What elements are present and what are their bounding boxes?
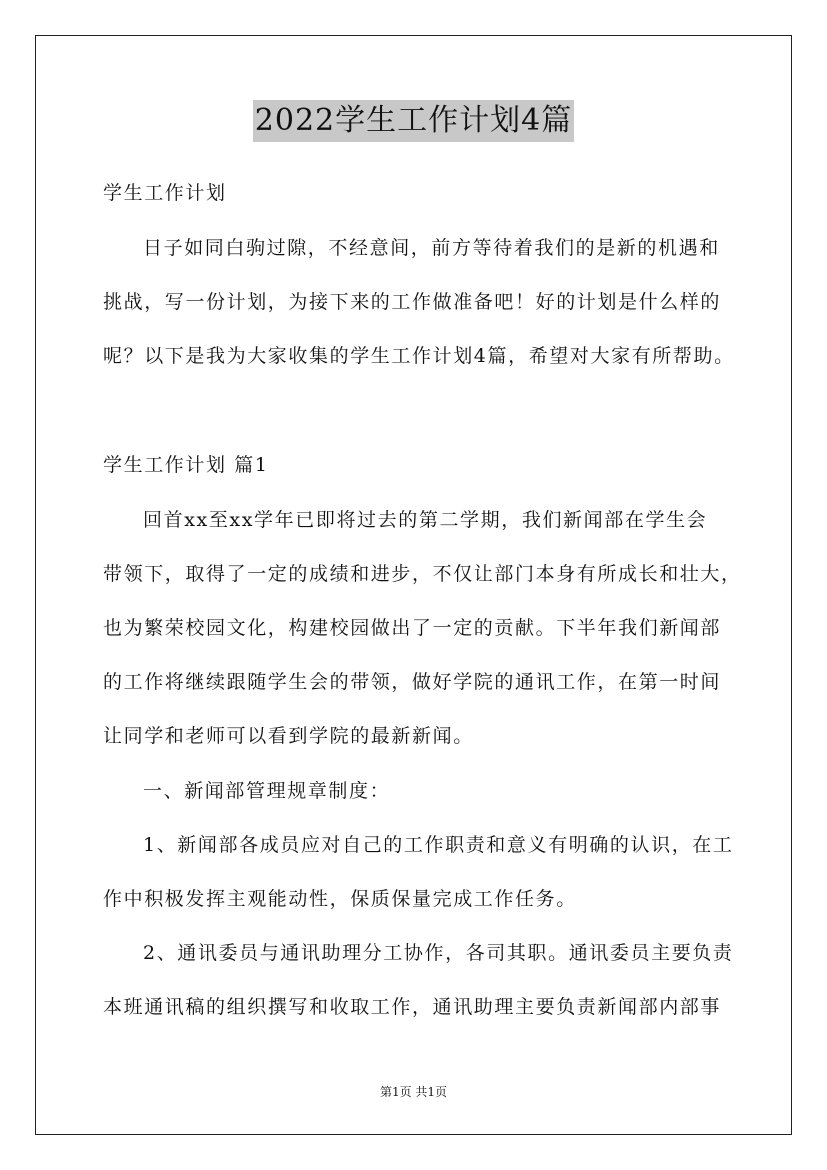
paragraph-line: 2、通讯委员与通讯助理分工协作，各司其职。通讯委员主要负责	[143, 942, 734, 964]
paragraph-line: 呢？以下是我为大家收集的学生工作计划4篇，希望对大家有所帮助。	[103, 345, 735, 367]
paragraph-line: 日子如同白驹过隙，不经意间，前方等待着我们的是新的机遇和	[143, 237, 720, 259]
document-title: 2022学生工作计划4篇	[253, 100, 574, 142]
page-footer: 第1页 共1页	[379, 1085, 448, 1099]
paragraph-line: 也为繁荣校园文化，构建校园做出了一定的贡献。下半年我们新闻部	[103, 617, 722, 639]
subsection-heading: 一、新闻部管理规章制度：	[143, 780, 391, 802]
paragraph-line: 带领下，取得了一定的成绩和进步，不仅让部门本身有所成长和壮大，	[103, 563, 742, 585]
paragraph-line: 挑战，写一份计划，为接下来的工作做准备吧！好的计划是什么样的	[103, 291, 722, 313]
paragraph-line: 回首xx至xx学年已即将过去的第二学期，我们新闻部在学生会	[143, 509, 708, 531]
section-heading: 学生工作计划 篇1	[103, 454, 269, 476]
paragraph-line: 1、新闻部各成员应对自己的工作职责和意义有明确的认识，在工	[143, 834, 734, 856]
section-heading: 学生工作计划	[103, 182, 227, 204]
paragraph-line: 作中积极发挥主观能动性，保质保量完成工作任务。	[103, 888, 577, 910]
paragraph-line: 的工作将继续跟随学生会的带领，做好学院的通讯工作，在第一时间	[103, 671, 722, 693]
title-wrap	[0, 100, 827, 142]
paragraph-line: 本班通讯稿的组织撰写和收取工作，通讯助理主要负责新闻部内部事	[103, 996, 722, 1018]
paragraph-line: 让同学和老师可以看到学院的最新新闻。	[103, 725, 474, 747]
